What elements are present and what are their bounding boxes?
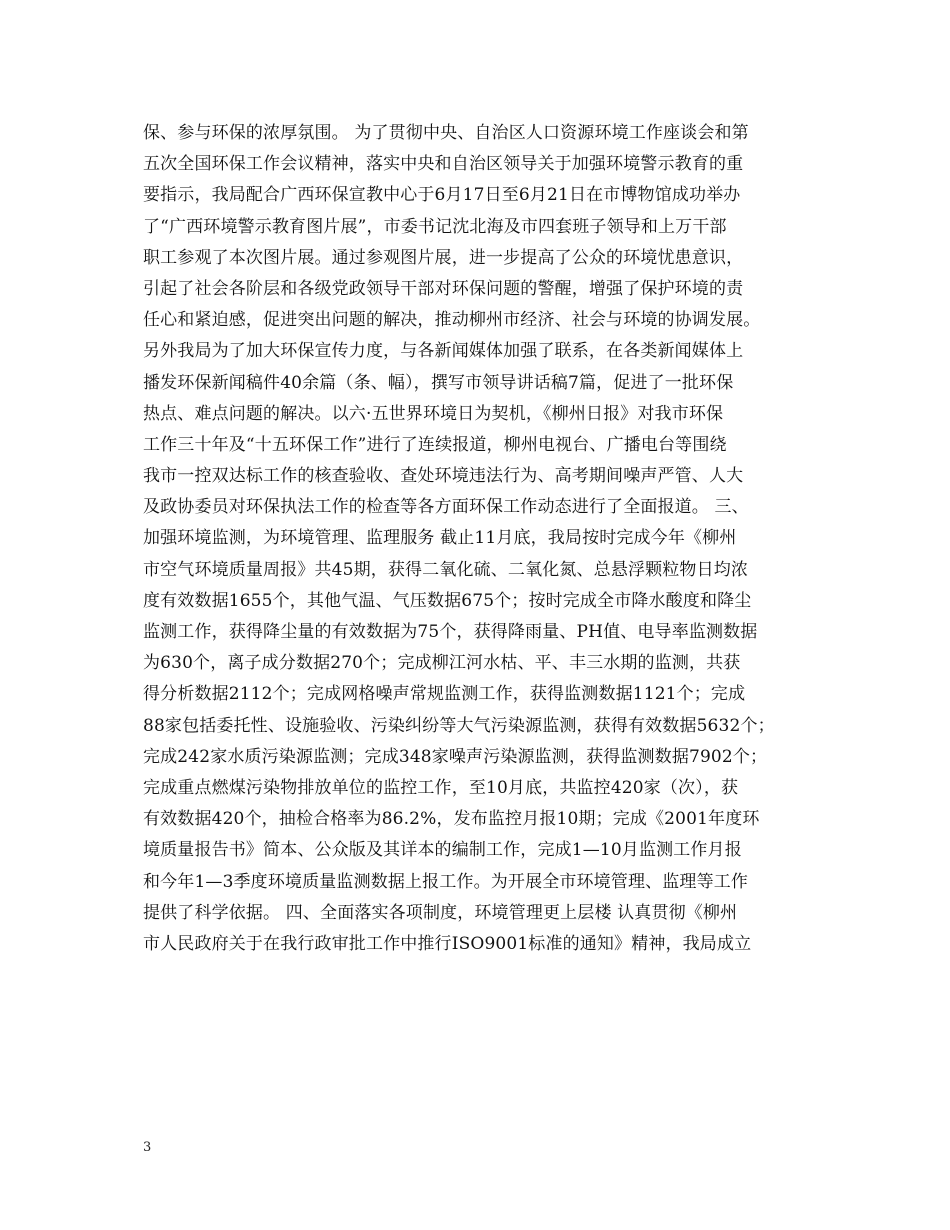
text-line: 工作三十年及“十五环保工作”进行了连续报道，柳州电视台、广播电台等围绕 bbox=[143, 434, 727, 455]
text-line: 完成重点燃煤污染物排放单位的监控工作，至10月底，共监控420家（次），获 bbox=[143, 777, 739, 798]
text-line: 有效数据420个，抽检合格率为86.2%，发布监控月报10期；完成《2001年度环 bbox=[143, 809, 760, 830]
text-line: 度有效数据1655个，其他气温、气压数据675个；按时完成全市降水酸度和降尘 bbox=[143, 590, 752, 611]
text-line: 市人民政府关于在我行政审批工作中推行ISO9001标准的通知》精神，我局成立 bbox=[143, 933, 752, 954]
text-line: 了“广西环境警示教育图片展”，市委书记沈北海及市四套班子领导和上万干部 bbox=[143, 216, 727, 237]
text-line: 为630个，离子成分数据270个；完成柳江河水枯、平、丰三水期的监测，共获 bbox=[143, 653, 741, 674]
text-line: 境质量报告书》简本、公众版及其详本的编制工作，完成1—10月监测工作月报 bbox=[143, 840, 742, 861]
text-line: 引起了社会各阶层和各级党政领导干部对环保问题的警醒，增强了保护环境的责 bbox=[143, 278, 744, 299]
text-line: 要指示，我局配合广西环保宣教中心于6月17日至6月21日在市博物馆成功举办 bbox=[143, 185, 741, 206]
text-line: 监测工作，获得降尘量的有效数据为75个，获得降雨量、PH值、电导率监测数据 bbox=[143, 622, 758, 642]
text-line: 热点、难点问题的解决。以六·五世界环境日为契机，《柳州日报》对我市环保 bbox=[143, 403, 724, 424]
text-line: 职工参观了本次图片展。通过参观图片展，进一步提高了公众的环境忧患意识， bbox=[143, 247, 744, 268]
text-line: 和今年1—3季度环境质量监测数据上报工作。为开展全市环境管理、监理等工作 bbox=[143, 871, 749, 892]
text-line: 另外我局为了加大环保宣传力度，与各新闻媒体加强了联系，在各类新闻媒体上 bbox=[143, 341, 744, 362]
text-line: 我市一控双达标工作的核查验收、查处环境违法行为、高考期间噪声严管、人大 bbox=[143, 466, 744, 487]
text-line: 提供了科学依据。 四、全面落实各项制度，环境管理更上层楼 认真贯彻《柳州 bbox=[143, 902, 738, 923]
body-text bbox=[143, 118, 823, 960]
text-line: 市空气环境质量周报》共45期，获得二氧化硫、二氧化氮、总悬浮颗粒物日均浓 bbox=[143, 559, 749, 580]
text-line: 得分析数据2112个；完成网格噪声常规监测工作，获得监测数据1121个；完成 bbox=[143, 684, 746, 705]
text-line: 完成242家水质污染源监测；完成348家噪声污染源监测，获得监测数据7902个； bbox=[143, 746, 768, 767]
text-line: 保、参与环保的浓厚氛围。 为了贯彻中央、自治区人口资源环境工作座谈会和第 bbox=[143, 123, 749, 143]
text-line: 播发环保新闻稿件40余篇（条、幅），撰写市领导讲话稿7篇，促进了一批环保 bbox=[143, 372, 734, 393]
text-line: 及政协委员对环保执法工作的检查等各方面环保工作动态进行了全面报道。 三、 bbox=[143, 497, 749, 518]
page-number: 3 bbox=[143, 1140, 152, 1155]
text-line: 加强环境监测，为环境管理、监理服务 截止11月底，我局按时完成今年《柳州 bbox=[143, 528, 737, 549]
text-line: 任心和紧迫感，促进突出问题的解决，推动柳州市经济、社会与环境的协调发展。 bbox=[143, 310, 761, 331]
text-line: 五次全国环保工作会议精神，落实中央和自治区领导关于加强环境警示教育的重 bbox=[143, 154, 744, 175]
text-line: 88家包括委托性、设施验收、污染纠纷等大气污染源监测，获得有效数据5632个； bbox=[143, 715, 775, 736]
